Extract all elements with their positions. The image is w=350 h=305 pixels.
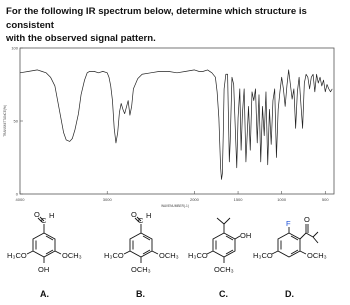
y-axis-label: TRANSMITTANCE(%) bbox=[3, 105, 7, 137]
structure-options bbox=[0, 196, 350, 305]
ir-spectrum-chart bbox=[0, 38, 350, 213]
option-c-right-substituent: OH bbox=[240, 231, 252, 240]
option-b-label: B. bbox=[136, 289, 145, 299]
x-tick-label: 4000 bbox=[15, 197, 25, 202]
y-tick-label: 100 bbox=[11, 45, 18, 51]
y-tick-label: 50 bbox=[13, 118, 18, 124]
series-layer bbox=[20, 70, 332, 179]
option-b-right-substituent: OCH₃ bbox=[159, 251, 179, 260]
option-d-label: D. bbox=[285, 289, 294, 299]
x-tick-label: 3000 bbox=[102, 197, 112, 202]
option-d-right-substituent: OCH₃ bbox=[307, 251, 327, 260]
option-d-fluoro: F bbox=[286, 219, 291, 228]
x-tick-label: 1000 bbox=[277, 197, 287, 202]
option-a-aldehyde-o: O bbox=[34, 210, 40, 219]
y-tick-label: 0 bbox=[15, 191, 18, 197]
option-a-right-substituent: OCH₃ bbox=[62, 251, 82, 260]
option-a-aldehyde-h: H bbox=[49, 211, 55, 220]
plot-frame bbox=[20, 48, 334, 194]
option-c-left-substituent: H₃CO bbox=[188, 251, 208, 260]
x-tick-label: 500 bbox=[321, 197, 329, 202]
option-c-label: C. bbox=[219, 289, 228, 299]
y-axis-ticks bbox=[11, 46, 23, 197]
option-a-label: A. bbox=[40, 289, 49, 299]
option-a-aldehyde-c: C bbox=[41, 216, 47, 225]
option-b-bottom-substituent: OCH₃ bbox=[131, 265, 151, 274]
option-b-aldehyde-c: C bbox=[138, 216, 144, 225]
x-tick-label: 2000 bbox=[189, 197, 199, 202]
option-b-aldehyde-o: O bbox=[131, 210, 137, 219]
option-d-left-substituent: H₃CO bbox=[253, 251, 273, 260]
option-d-carbonyl-o: O bbox=[304, 215, 310, 224]
option-b-aldehyde-h: H bbox=[146, 211, 152, 220]
x-axis-label: WAVENUMBER(-1) bbox=[161, 204, 189, 208]
option-d-ketone-bond bbox=[300, 233, 306, 239]
option-b-left-substituent: H₃CO bbox=[104, 251, 124, 260]
ir-transmittance-line bbox=[20, 70, 332, 179]
option-a-left-substituent: H₃CO bbox=[7, 251, 27, 260]
question-line-1: For the following IR spectrum below, determine which structure is consistent bbox=[6, 6, 307, 31]
x-tick-label: 1500 bbox=[233, 197, 243, 202]
option-a-bottom-substituent: OH bbox=[38, 265, 50, 274]
question-line-2: with the observed signal pattern. bbox=[6, 33, 156, 44]
option-c-bottom-substituent: OCH₃ bbox=[214, 265, 234, 274]
